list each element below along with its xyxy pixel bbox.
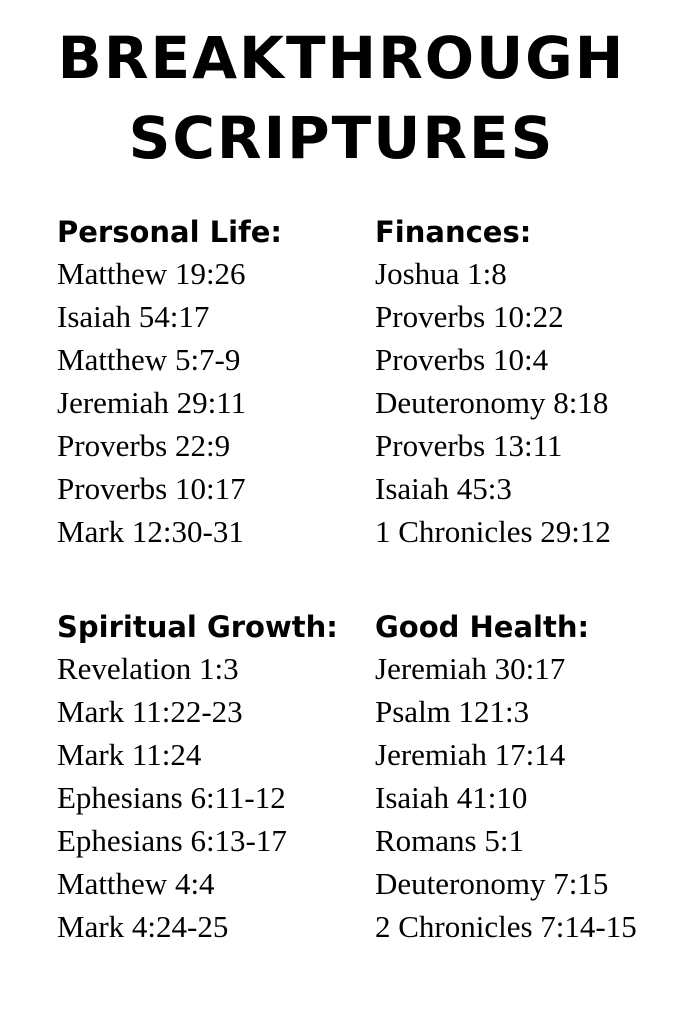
verse-item: Isaiah 45:3 <box>375 471 512 506</box>
verse-item: Psalm 121:3 <box>375 694 530 729</box>
verse-item: Isaiah 41:10 <box>375 780 528 815</box>
verse-item: Jeremiah 29:11 <box>57 385 247 420</box>
section-personal-life <box>57 212 377 553</box>
verse-list <box>57 647 377 948</box>
verse-item: Mark 11:22-23 <box>57 694 243 729</box>
verse-item: Romans 5:1 <box>375 823 524 858</box>
verse-item: Deuteronomy 8:18 <box>375 385 609 420</box>
verse-item: Revelation 1:3 <box>57 651 239 686</box>
section-heading: Personal Life: <box>57 215 282 249</box>
verse-item: Matthew 5:7-9 <box>57 342 241 377</box>
verse-item: Matthew 4:4 <box>57 866 215 901</box>
verse-item: Proverbs 13:11 <box>375 428 563 463</box>
verse-item: Proverbs 10:17 <box>57 471 246 506</box>
verse-item: Mark 12:30-31 <box>57 514 244 549</box>
verse-item: Proverbs 10:4 <box>375 342 549 377</box>
section-heading: Finances: <box>375 215 532 249</box>
section-spiritual-growth <box>57 607 377 948</box>
page-title-line-1: BREAKTHROUGH <box>57 24 626 92</box>
verse-item: Deuteronomy 7:15 <box>375 866 609 901</box>
verse-item: Mark 11:24 <box>57 737 202 772</box>
verse-item: Jeremiah 30:17 <box>375 651 566 686</box>
verse-list <box>375 252 683 553</box>
verse-list <box>57 252 377 553</box>
verse-item: Ephesians 6:13-17 <box>57 823 287 858</box>
section-heading: Good Health: <box>375 610 590 644</box>
section-good-health <box>375 607 683 948</box>
verse-item: Mark 4:24-25 <box>57 909 229 944</box>
verse-item: Proverbs 10:22 <box>375 299 564 334</box>
verse-item: Isaiah 54:17 <box>57 299 210 334</box>
verse-item: 2 Chronicles 7:14-15 <box>375 909 637 944</box>
page-title-line-2: SCRIPTURES <box>128 104 555 172</box>
verse-item: Jeremiah 17:14 <box>375 737 566 772</box>
section-finances <box>375 212 683 553</box>
verse-list <box>375 647 683 948</box>
verse-item: 1 Chronicles 29:12 <box>375 514 611 549</box>
verse-item: Proverbs 22:9 <box>57 428 231 463</box>
verse-item: Matthew 19:26 <box>57 256 246 291</box>
section-heading: Spiritual Growth: <box>57 610 338 644</box>
verse-item: Ephesians 6:11-12 <box>57 780 286 815</box>
verse-item: Joshua 1:8 <box>375 256 507 291</box>
